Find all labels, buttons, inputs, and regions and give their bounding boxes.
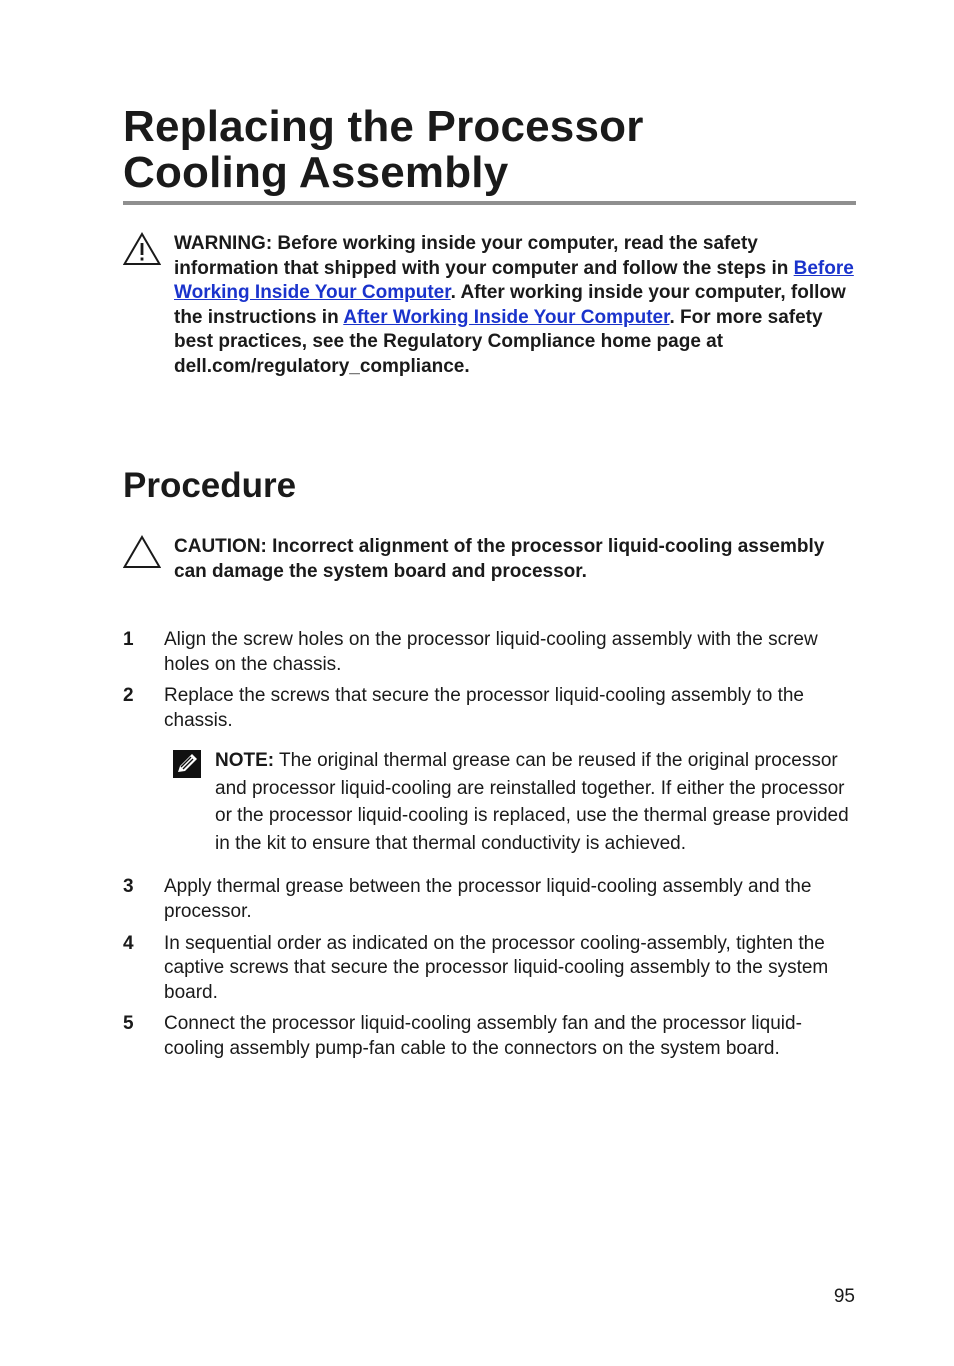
note-pencil-icon xyxy=(172,749,202,779)
step-number: 1 xyxy=(123,629,134,650)
caution-text: CAUTION: Incorrect alignment of the processor liquid-cooling assembly can damage the system board and processor. xyxy=(174,536,825,582)
note-text xyxy=(215,747,858,857)
warning-text-part-3: . For more safety best practices, see the Regulatory Compliance home page at dell.com/regulatory_compliance. xyxy=(174,306,823,377)
step-text: Apply thermal grease between the processor liquid-cooling assembly and the processor. xyxy=(164,876,812,922)
warning-notice xyxy=(123,232,858,412)
title-divider xyxy=(123,201,856,205)
procedure-steps xyxy=(123,628,858,1062)
step-5 xyxy=(123,1012,858,1061)
caution-notice xyxy=(123,535,858,615)
note-body: The original thermal grease can be reused if the original processor and processor liquid-cooling are reinstalled together. If either the processor or the processor liquid-cooling is replaced, use the thermal grease provided in the kit to ensure that thermal conductivity is achieved. xyxy=(215,750,849,854)
before-working-link[interactable]: Before Working Inside Your Computer xyxy=(174,257,854,304)
step-1 xyxy=(123,628,858,677)
step-text: Align the screw holes on the processor liquid-cooling assembly with the screw holes on the chassis. xyxy=(164,629,818,675)
after-working-link[interactable]: After Working Inside Your Computer xyxy=(343,306,670,328)
step-text: Connect the processor liquid-cooling assembly fan and the processor liquid-cooling assembly pump-fan cable to the connectors on the system board. xyxy=(164,1013,802,1059)
step-number: 5 xyxy=(123,1013,134,1035)
section-heading-procedure: Procedure xyxy=(123,466,297,505)
step-number: 3 xyxy=(123,876,134,898)
warning-text-part-2: . After working inside your computer, follow the instructions in xyxy=(174,282,846,328)
step-2 xyxy=(123,684,858,733)
page-title xyxy=(123,104,858,196)
note-label: NOTE: xyxy=(215,750,275,772)
caution-triangle-icon xyxy=(123,535,161,569)
step-3 xyxy=(123,875,858,924)
warning-text-part-1: WARNING: Before working inside your computer, read the safety information that shipped with your computer and follow the steps in xyxy=(174,233,794,279)
step-number: 4 xyxy=(123,932,134,954)
warning-text xyxy=(174,232,858,380)
page-number: 95 xyxy=(833,1286,855,1307)
page-title-line-2: Cooling Assembly xyxy=(123,148,509,197)
step-text: Replace the screws that secure the processor liquid-cooling assembly to the chassis. xyxy=(164,685,804,731)
step-number: 2 xyxy=(123,685,134,707)
page-title-line-1: Replacing the Processor xyxy=(123,102,644,151)
step-4 xyxy=(123,932,858,1006)
step-text: In sequential order as indicated on the processor cooling-assembly, tighten the captive screws that secure the processor liquid-cooling assembly to the system board. xyxy=(164,932,829,1003)
warning-triangle-icon xyxy=(123,232,161,266)
note-block xyxy=(172,747,858,857)
